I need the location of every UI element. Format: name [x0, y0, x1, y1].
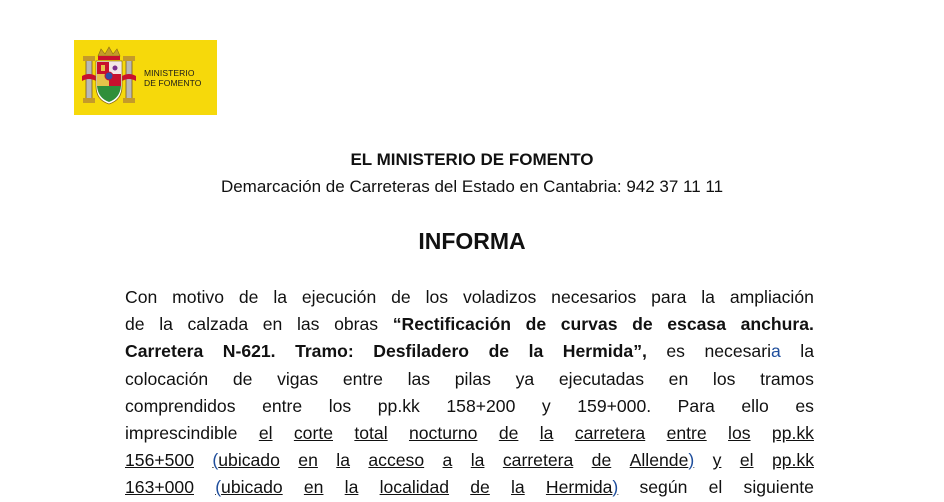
body-line-7 [125, 447, 814, 474]
ministry-logo [74, 40, 217, 115]
word: los [425, 287, 449, 307]
underlined-word: el [739, 450, 754, 471]
word-group [212, 447, 280, 474]
underlined-word: los [728, 422, 751, 443]
word: es [666, 341, 685, 362]
bold-word: anchura. [740, 314, 814, 335]
word: imprescindible [125, 422, 238, 443]
bold-word: Tramo: [295, 341, 354, 362]
word: comprendidos [125, 395, 236, 416]
word: voladizos [462, 287, 537, 307]
underlined-word: pp.kk [771, 422, 814, 443]
word: motivo [172, 287, 224, 307]
underlined-word: Allende [629, 450, 689, 471]
paren-open: ( [212, 450, 219, 471]
word: el [708, 477, 723, 498]
word: la [701, 287, 715, 307]
word: las [407, 368, 431, 389]
word: ejecutadas [558, 368, 644, 389]
underlined-word: 163+000 [125, 477, 194, 498]
word: de [391, 287, 411, 307]
word: Para [677, 395, 715, 416]
word: entre [342, 368, 383, 389]
body-line-4 [125, 366, 814, 393]
word: ejecución [301, 287, 377, 307]
bold-word: Hermida”, [562, 341, 647, 362]
word: pp.kk [377, 395, 420, 416]
word: ampliación [729, 287, 814, 307]
word: según [639, 477, 688, 498]
word: de [125, 314, 145, 335]
bold-word: “Rectificación [392, 314, 511, 335]
logo-text [144, 68, 202, 88]
bold-word: de [525, 314, 547, 335]
word: colocación [125, 368, 209, 389]
bold-word: N-621. [222, 341, 276, 362]
notice-body [125, 284, 814, 502]
word: tramos [760, 368, 814, 389]
word: ello [741, 395, 769, 416]
underlined-word: ubicado [218, 450, 280, 471]
blue-letter: a [771, 341, 781, 362]
underlined-word: la [511, 477, 525, 498]
underlined-word: en [303, 477, 324, 498]
bold-word: curvas [560, 314, 618, 335]
underlined-word: de [498, 422, 519, 443]
word: siguiente [743, 477, 814, 498]
word: obras [334, 314, 379, 335]
body-line-3 [125, 338, 814, 365]
word: es [795, 395, 814, 416]
word: Con [125, 287, 158, 307]
underlined-word: a [442, 450, 453, 471]
word: necesari [704, 341, 771, 362]
word: 159+000. [577, 395, 652, 416]
logo-line-1: MINISTERIO [144, 68, 195, 78]
body-line-8 [125, 474, 814, 501]
word: y [541, 395, 551, 416]
underlined-word: el [258, 422, 273, 443]
underlined-word: corte [293, 422, 333, 443]
word: la [273, 287, 288, 307]
body-line-1 [125, 284, 814, 311]
underlined-word: en [298, 450, 318, 471]
informa-heading: INFORMA [418, 228, 526, 254]
bold-word: la [528, 341, 544, 362]
word-group [704, 338, 780, 365]
paren-close: ) [688, 450, 695, 471]
underlined-word: carretera [574, 422, 646, 443]
coat-of-arms-icon [80, 46, 138, 110]
paren-open: ( [215, 477, 222, 498]
underlined-word: pp.kk [771, 450, 814, 471]
bold-word: de [632, 314, 653, 335]
word: la [800, 341, 814, 362]
word-group [563, 338, 647, 365]
bold-word: de [488, 341, 510, 362]
ministry-subtitle: Demarcación de Carreteras del Estado en Cantabria: 942 37 11 11 [220, 177, 724, 196]
bold-word: Carretera [125, 341, 204, 362]
ministry-title: EL MINISTERIO DE FOMENTO [350, 150, 594, 169]
underlined-word: localidad [379, 477, 450, 498]
word: en [262, 314, 283, 335]
underlined-word: la [539, 422, 554, 443]
word: vigas [277, 368, 319, 389]
underlined-word: nocturno [408, 422, 478, 443]
underlined-word: de [591, 450, 612, 471]
bold-word: Desfiladero [373, 341, 470, 362]
word: en [668, 368, 689, 389]
underlined-word: 156+500 [125, 450, 194, 471]
underlined-word: ubicado [221, 477, 283, 498]
word: calzada [187, 314, 249, 335]
word-group [630, 447, 695, 474]
underlined-word: la [344, 477, 359, 498]
word: los [328, 395, 352, 416]
underlined-word: Hermida [545, 477, 613, 498]
underlined-word: la [470, 450, 485, 471]
word-group [215, 474, 283, 501]
underlined-word: acceso [368, 450, 425, 471]
word: entre [262, 395, 303, 416]
logo-line-2: DE FOMENTO [144, 78, 202, 88]
underlined-word: y [712, 450, 722, 471]
bold-word: escasa [667, 314, 726, 335]
word: de [232, 368, 253, 389]
word: pilas [454, 368, 491, 389]
word: de [238, 287, 259, 307]
word: la [159, 314, 173, 335]
paren-close: ) [612, 477, 619, 498]
word: las [296, 314, 320, 335]
word-group [546, 474, 618, 501]
word: 158+200 [446, 395, 516, 416]
underlined-word: carretera [502, 450, 574, 471]
word: para [651, 287, 687, 307]
body-line-2 [125, 311, 814, 338]
body-line-6 [125, 420, 814, 447]
underlined-word: entre [666, 422, 707, 443]
body-line-5 [125, 393, 814, 420]
word: ya [515, 368, 535, 389]
word: los [712, 368, 736, 389]
underlined-word: la [336, 450, 350, 471]
word: necesarios [551, 287, 637, 307]
underlined-word: de [470, 477, 490, 498]
underlined-word: total [354, 422, 388, 443]
